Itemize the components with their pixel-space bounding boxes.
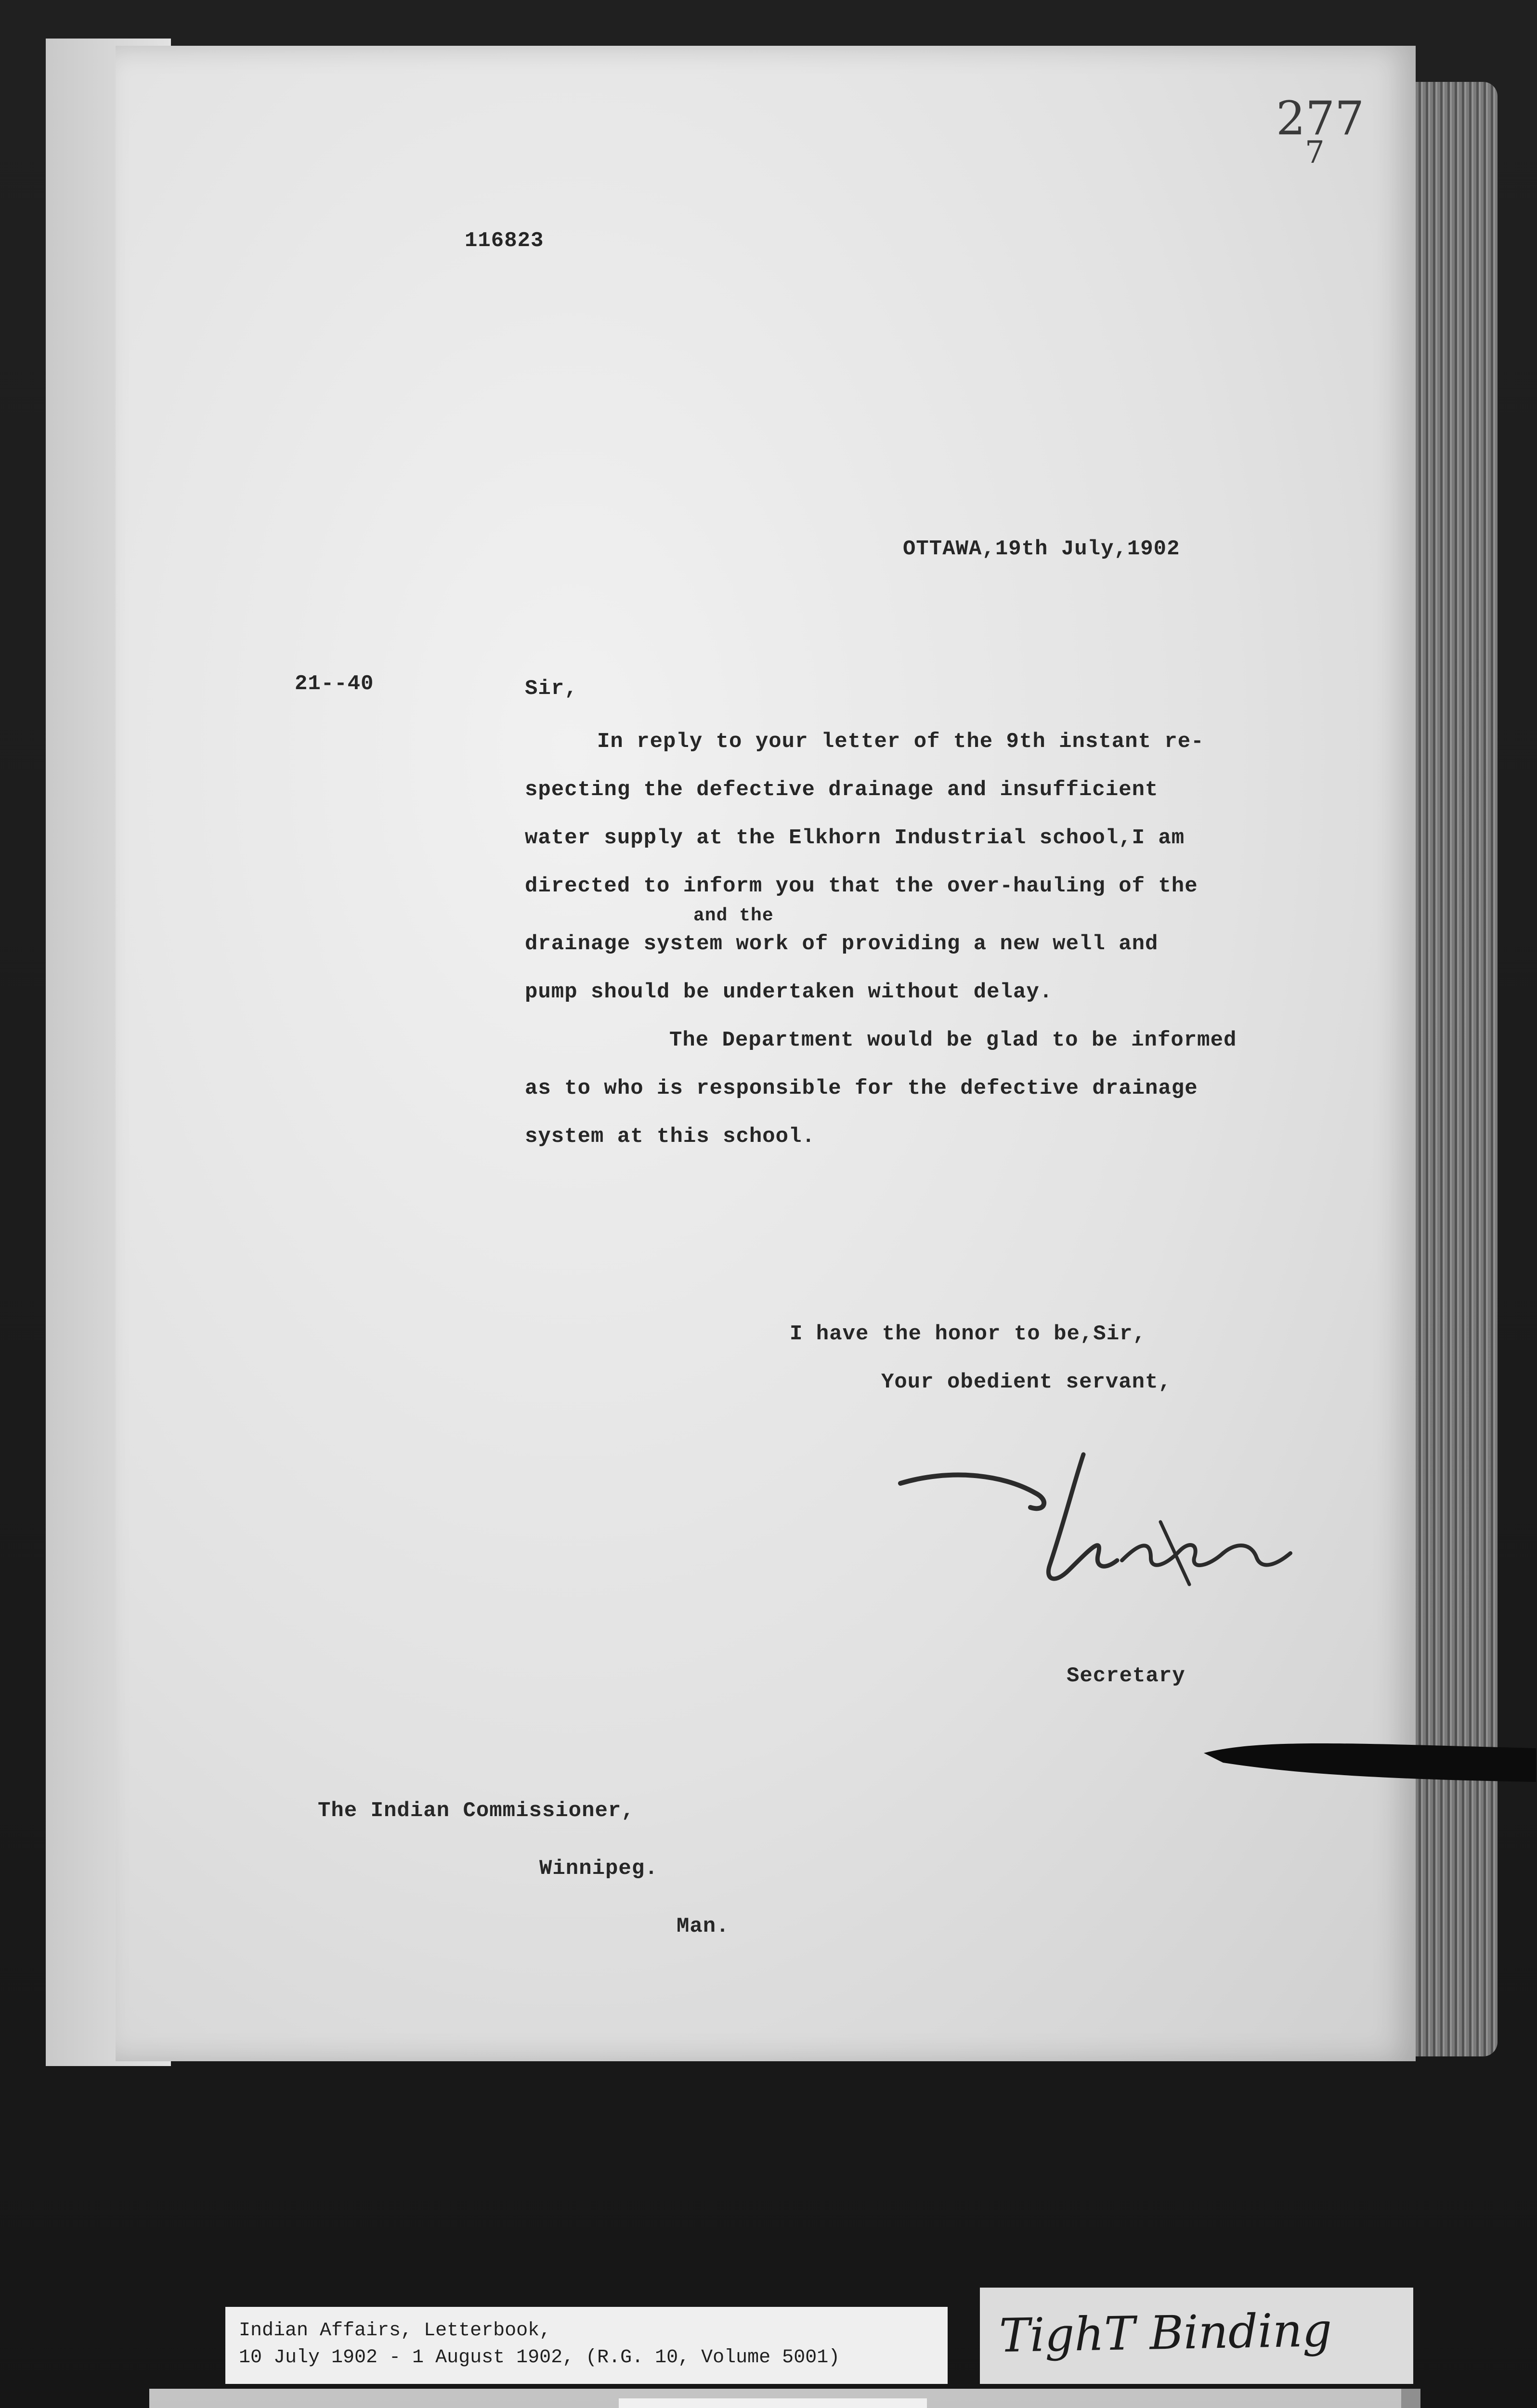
body-line: drainage system work of providing a new well and [525, 932, 1159, 956]
typed-insertion: and the [693, 905, 774, 926]
closing-line: I have the honor to be,Sir, [790, 1322, 1146, 1346]
body-line: In reply to your letter of the 9th instant re- [597, 730, 1204, 754]
source-label [225, 2307, 948, 2384]
address-line: Man. [677, 1914, 729, 1938]
page-pointer-shadow [1204, 1734, 1536, 1792]
closing-line: Your obedient servant, [881, 1370, 1172, 1394]
page-subnumber: 7 [1305, 135, 1325, 170]
paragraph-line: system at this school. [525, 1125, 815, 1149]
address-line: Winnipeg. [539, 1857, 658, 1881]
paragraph-line: as to who is responsible for the defective drainage [525, 1076, 1198, 1100]
paragraph-line: The Department would be glad to be informed [669, 1028, 1237, 1052]
tight-binding-text: TighT Binding [999, 2303, 1333, 2363]
handwritten-signature [891, 1440, 1324, 1623]
address-line: The Indian Commissioner, [318, 1799, 635, 1823]
file-number: 116823 [465, 229, 544, 253]
body-line: specting the defective drainage and insufficient [525, 778, 1159, 802]
signature-title: Secretary [1067, 1664, 1185, 1688]
page-number: 277 [1276, 92, 1365, 145]
archives-card [149, 2389, 1420, 2408]
source-line: Indian Affairs, Letterbook, [239, 2320, 551, 2342]
source-line: 10 July 1902 - 1 August 1902, (R.G. 10, Volume 5001) [239, 2347, 840, 2369]
dateline: OTTAWA,19th July,1902 [903, 537, 1180, 561]
reference-code: 21--40 [295, 672, 374, 696]
salutation: Sir, [525, 677, 578, 701]
tight-binding-tag [980, 2288, 1413, 2384]
poor-copie-tag [619, 2398, 927, 2408]
body-line: directed to inform you that the over-hauling of the [525, 874, 1198, 898]
body-line: water supply at the Elkhorn Industrial school,I am [525, 826, 1185, 850]
body-line: pump should be undertaken without delay. [525, 980, 1053, 1004]
